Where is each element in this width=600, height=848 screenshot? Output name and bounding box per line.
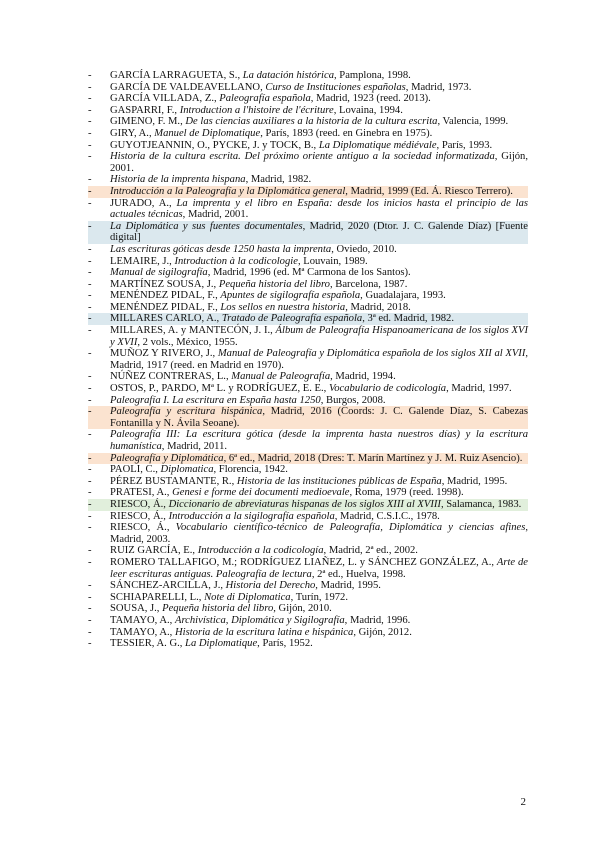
entry-title: Genesi e forme dei documenti medioevale — [172, 487, 350, 499]
entry-text: OSTOS, P., PARDO, Mª L. y RODRÍGUEZ, E. E., — [110, 383, 329, 395]
entry-title: Manual de Paleografía — [231, 371, 331, 383]
bibliography-entry — [88, 383, 528, 395]
entry-text: SOUSA, J., — [110, 603, 163, 615]
bibliography-entry — [88, 313, 528, 325]
entry-title: Paleografía y Diplomática — [110, 452, 224, 464]
entry-text: , Madrid, 1973. — [405, 81, 472, 93]
entry-text: , París, 1893 (reed. en Ginebra en 1975). — [260, 127, 433, 139]
entry-title: Introducción a la codicología — [197, 545, 324, 557]
entry-title: Introducción a la sigilografía española — [168, 510, 335, 522]
bibliography-entry — [88, 105, 528, 117]
entry-title: Historia de las instituciones públicas de España — [236, 475, 442, 487]
entry-title: La Diplomatique médiévale — [318, 139, 437, 151]
entry-text: , Madrid, 1923 (reed. 2013). — [310, 93, 431, 105]
entry-text: , Madrid, 1995. — [441, 475, 508, 487]
entry-text: MENÉNDEZ PIDAL, F., — [110, 290, 221, 302]
list-dash: - — [88, 139, 92, 151]
bibliography-entry — [88, 290, 528, 302]
bibliography-entry — [88, 615, 528, 627]
entry-text: GASPARRI, F., — [110, 104, 180, 116]
bibliography-entry — [88, 638, 528, 650]
entry-text: , Madrid, 1997. — [446, 383, 512, 395]
entry-title: Note di Diplomatica — [204, 591, 291, 603]
entry-text: , Madrid, 2ª ed., 2002. — [323, 545, 418, 557]
entry-title: Pequeña historia del libro — [162, 603, 274, 615]
entry-text: NÚÑEZ CONTRERAS, L., — [110, 371, 232, 383]
bibliography-entry — [88, 186, 528, 198]
list-dash: - — [88, 556, 92, 568]
entry-text: GIMENO, F. M., — [110, 116, 186, 128]
entry-title: Diccionario de abreviaturas hispanas de los siglos XIII al XVIII — [168, 498, 441, 510]
bibliography-entry — [88, 406, 528, 429]
entry-title: La imprenta y el libro en España: desde los inicios hasta el principio de las actuales técnicas — [110, 197, 528, 221]
list-dash: - — [88, 151, 92, 163]
list-dash: - — [88, 591, 92, 603]
entry-text: , 6ª ed., Madrid, 2018 (Dres: T. Marín Martínez y J. M. Ruiz Asencio). — [223, 452, 523, 464]
list-dash: - — [88, 522, 92, 534]
list-dash: - — [88, 185, 92, 197]
bibliography-list — [88, 70, 528, 650]
bibliography-entry — [88, 82, 528, 94]
entry-title: Curso de Instituciones españolas — [265, 81, 406, 93]
entry-text: MENÉNDEZ PIDAL, F., — [110, 301, 221, 313]
page-number: 2 — [520, 796, 526, 808]
entry-title: Álbum de Paleografía Hispanoamericana de los siglos XVI y XVII — [110, 325, 528, 348]
entry-text: MILLARES CARLO, A., — [110, 313, 222, 325]
bibliography-entry — [88, 348, 528, 371]
bibliography-entry — [88, 487, 528, 499]
entry-title: Introduction à la codicologie — [174, 255, 298, 267]
entry-text: , Madrid, 2020 (Dtor. J. C. Galende Díaz) [Fuente digital] — [110, 220, 528, 244]
list-dash: - — [88, 127, 92, 139]
list-dash: - — [88, 452, 92, 464]
list-dash: - — [88, 81, 92, 93]
entry-text: , Madrid, 1917 (reed. en Madrid en 1970). — [110, 348, 528, 371]
entry-text: , Madrid, C.S.I.C., 1978. — [334, 510, 440, 522]
entry-text: , Madrid, 1999 (Ed. Á. Riesco Terrero). — [345, 185, 513, 197]
bibliography-entry — [88, 592, 528, 604]
entry-title: De las ciencias auxiliares a la historia de la cultura escrita — [185, 116, 438, 128]
list-dash: - — [88, 487, 92, 499]
entry-title: Historia de la escritura latina e hispánica — [174, 626, 354, 638]
entry-text: , Turín, 1972. — [290, 591, 348, 603]
list-dash: - — [88, 197, 92, 209]
entry-text: , 2ª ed., Huelva, 1998. — [311, 568, 406, 580]
entry-text: , Burgos, 2008. — [320, 394, 386, 406]
entry-text: , Madrid, 1982. — [245, 174, 312, 186]
entry-title: Paleografía y escritura hispánica — [110, 406, 263, 418]
entry-text: , Lovaina, 1994. — [333, 104, 403, 116]
bibliography-entry — [88, 545, 528, 557]
entry-title: La Diplomática y sus fuentes documentales — [110, 220, 303, 232]
entry-text: , Gijón, 2012. — [353, 626, 412, 638]
list-dash: - — [88, 580, 92, 592]
entry-text: , Madrid, 2018. — [345, 301, 411, 313]
entry-text: PRATESI, A., — [110, 487, 173, 499]
entry-text: TESSIER, A. G., — [110, 638, 186, 650]
bibliography-entry — [88, 371, 528, 383]
bibliography-entry — [88, 198, 528, 221]
entry-text: GIRY, A., — [110, 127, 155, 139]
list-dash: - — [88, 475, 92, 487]
bibliography-entry — [88, 116, 528, 128]
bibliography-entry — [88, 453, 528, 465]
bibliography-entry — [88, 302, 528, 314]
entry-text: SCHIAPARELLI, L., — [110, 591, 205, 603]
entry-text: MUÑOZ Y RIVERO, J., — [110, 348, 218, 360]
list-dash: - — [88, 267, 92, 279]
list-dash: - — [88, 255, 92, 267]
entry-title: Paleografía española — [219, 93, 311, 105]
entry-title: Manual de Paleografía y Diplomática española de los siglos XII al XVII — [217, 348, 526, 360]
list-dash: - — [88, 325, 92, 337]
list-dash: - — [88, 313, 92, 325]
list-dash: - — [88, 290, 92, 302]
list-dash: - — [88, 116, 92, 128]
entry-text: , París, 1993. — [436, 139, 493, 151]
list-dash: - — [88, 626, 92, 638]
entry-text: , Valencia, 1999. — [437, 116, 509, 128]
entry-text: RIESCO, Á., — [110, 498, 169, 510]
list-dash: - — [88, 545, 92, 557]
entry-title: Historia de la cultura escrita. Del próximo oriente antiguo a la sociedad informatizada — [110, 151, 495, 163]
entry-text: , París, 1952. — [257, 638, 313, 650]
entry-text: GARCÍA DE VALDEAVELLANO, — [110, 81, 266, 93]
entry-text: , Madrid, 1994. — [330, 371, 396, 383]
bibliography-entry — [88, 603, 528, 615]
entry-title: Los sellos en nuestra historia — [220, 301, 346, 313]
entry-title: Introduction a l'histoire de l'écriture — [179, 104, 334, 116]
bibliography-entry — [88, 140, 528, 152]
entry-text: , Guadalajara, 1993. — [360, 290, 446, 302]
list-dash: - — [88, 638, 92, 650]
entry-title: La Diplomatique — [185, 638, 258, 650]
entry-text: PAOLI, C., — [110, 464, 161, 476]
entry-text: LEMAIRE, J., — [110, 255, 175, 267]
bibliography-entry — [88, 325, 528, 348]
entry-text: GARCÍA VILLADA, Z., — [110, 93, 220, 105]
entry-title: Introducción a la Paleografía y la Diplomática general — [110, 185, 346, 197]
entry-text: GARCÍA LARRAGUETA, S., — [110, 70, 243, 81]
entry-text: TAMAYO, A., — [110, 626, 175, 638]
entry-title: Las escrituras góticas desde 1250 hasta la imprenta — [110, 243, 332, 255]
entry-title: Pequeña historia del libro — [218, 278, 330, 290]
bibliography-entry — [88, 580, 528, 592]
list-dash: - — [88, 614, 92, 626]
entry-text: , Madrid, 2001. — [182, 209, 249, 221]
entry-text: , Barcelona, 1987. — [329, 278, 408, 290]
entry-text: , 3ª ed. Madrid, 1982. — [362, 313, 454, 325]
bibliography-entry — [88, 511, 528, 523]
entry-text: , Madrid, 2016 (Coords: J. C. Galende Díaz, S. Cabezas Fontanilla y N. Ávila Seoane). — [110, 406, 528, 429]
bibliography-entry — [88, 267, 528, 279]
entry-text: , Madrid, 2003. — [110, 522, 528, 545]
entry-text: RUIZ GARCÍA, E., — [110, 545, 198, 557]
entry-text: , Salamanca, 1983. — [440, 498, 522, 510]
list-dash: - — [88, 93, 92, 105]
entry-text: , Oviedo, 2010. — [331, 243, 397, 255]
bibliography-entry — [88, 93, 528, 105]
bibliography-entry — [88, 627, 528, 639]
bibliography-entry — [88, 464, 528, 476]
entry-text: PÉREZ BUSTAMANTE, R., — [110, 475, 237, 487]
entry-text: , Roma, 1979 (reed. 1998). — [349, 487, 464, 499]
bibliography-entry — [88, 279, 528, 291]
entry-title: Historia de la imprenta hispana — [110, 174, 246, 186]
entry-title: Paleografía I. La escritura en España hasta 1250 — [110, 394, 321, 406]
entry-title: Manuel de Diplomatique — [154, 127, 261, 139]
entry-text: RIESCO, Á., — [110, 510, 169, 522]
bibliography-entry — [88, 128, 528, 140]
list-dash: - — [88, 174, 92, 186]
bibliography-entry — [88, 499, 528, 511]
list-dash: - — [88, 371, 92, 383]
list-dash: - — [88, 383, 92, 395]
bibliography-entry — [88, 256, 528, 268]
entry-title: Arte de leer escrituras antiguas. Paleografía de lectura — [110, 556, 528, 580]
bibliography-entry — [88, 221, 528, 244]
entry-title: Manual de sigilografía — [110, 267, 208, 279]
entry-text: , Madrid, 1996 (ed. Mª Carmona de los Santos). — [207, 267, 411, 279]
entry-text: , Madrid, 2011. — [161, 441, 228, 452]
entry-title: Diplomatica — [160, 464, 214, 476]
list-dash: - — [88, 278, 92, 290]
entry-title: Paleografía III: La escritura gótica (desde la imprenta hasta nuestros días) y la escritura humanística — [110, 429, 528, 452]
bibliography-entry — [88, 151, 528, 174]
bibliography-entry — [88, 244, 528, 256]
entry-text: , Gijón, 2001. — [110, 151, 529, 174]
entry-text: JURADO, A., — [110, 197, 177, 209]
bibliography-entry — [88, 70, 528, 82]
list-dash: - — [88, 603, 92, 615]
entry-text: , 2 vols., México, 1955. — [137, 336, 238, 348]
entry-text: , Louvain, 1989. — [297, 255, 368, 267]
entry-text: ROMERO TALLAFIGO, M.; RODRÍGUEZ LIAÑEZ, L. y SÁNCHEZ GONZÁLEZ, A., — [110, 556, 497, 568]
list-dash: - — [88, 348, 92, 360]
bibliography-entry — [88, 174, 528, 186]
entry-text: TAMAYO, A., — [110, 614, 175, 626]
list-dash: - — [88, 394, 92, 406]
list-dash: - — [88, 220, 92, 232]
list-dash: - — [88, 510, 92, 522]
list-dash: - — [88, 243, 92, 255]
entry-text: SÁNCHEZ-ARCILLA, J., — [110, 580, 226, 592]
entry-text: , Madrid, 1996. — [344, 614, 411, 626]
list-dash: - — [88, 301, 92, 313]
bibliography-entry — [88, 476, 528, 488]
list-dash: - — [88, 104, 92, 116]
entry-title: Archivística, Diplomática y Sigilografía — [174, 614, 345, 626]
entry-text: MILLARES, A. y MANTECÓN, J. I., — [110, 325, 276, 337]
list-dash: - — [88, 406, 92, 418]
bibliography-entry — [88, 557, 528, 580]
entry-title: Tratado de Paleografía española — [221, 313, 363, 325]
entry-title: Vocabulario científico-técnico de Paleografía, Diplomática y ciencias afines — [175, 522, 526, 534]
entry-title: Vocabulario de codicología — [328, 383, 447, 395]
list-dash: - — [88, 429, 92, 441]
entry-title: La datación histórica — [242, 70, 334, 81]
entry-title: Historia del Derecho — [225, 580, 316, 592]
entry-text: RIESCO, Á., — [110, 522, 176, 534]
entry-title: Apuntes de sigilografía española — [220, 290, 361, 302]
list-dash: - — [88, 464, 92, 476]
list-dash: - — [88, 498, 92, 510]
list-dash: - — [88, 70, 92, 81]
bibliography-entry — [88, 429, 528, 452]
entry-text: GUYOTJEANNIN, O., PYCKE, J. y TOCK, B., — [110, 139, 319, 151]
bibliography-entry — [88, 395, 528, 407]
entry-text: , Pamplona, 1998. — [334, 70, 411, 81]
entry-text: , Gijón, 2010. — [273, 603, 332, 615]
entry-text: MARTÍNEZ SOUSA, J., — [110, 278, 219, 290]
entry-text: , Madrid, 1995. — [315, 580, 381, 592]
entry-text: , Florencia, 1942. — [213, 464, 288, 476]
bibliography-entry — [88, 522, 528, 545]
